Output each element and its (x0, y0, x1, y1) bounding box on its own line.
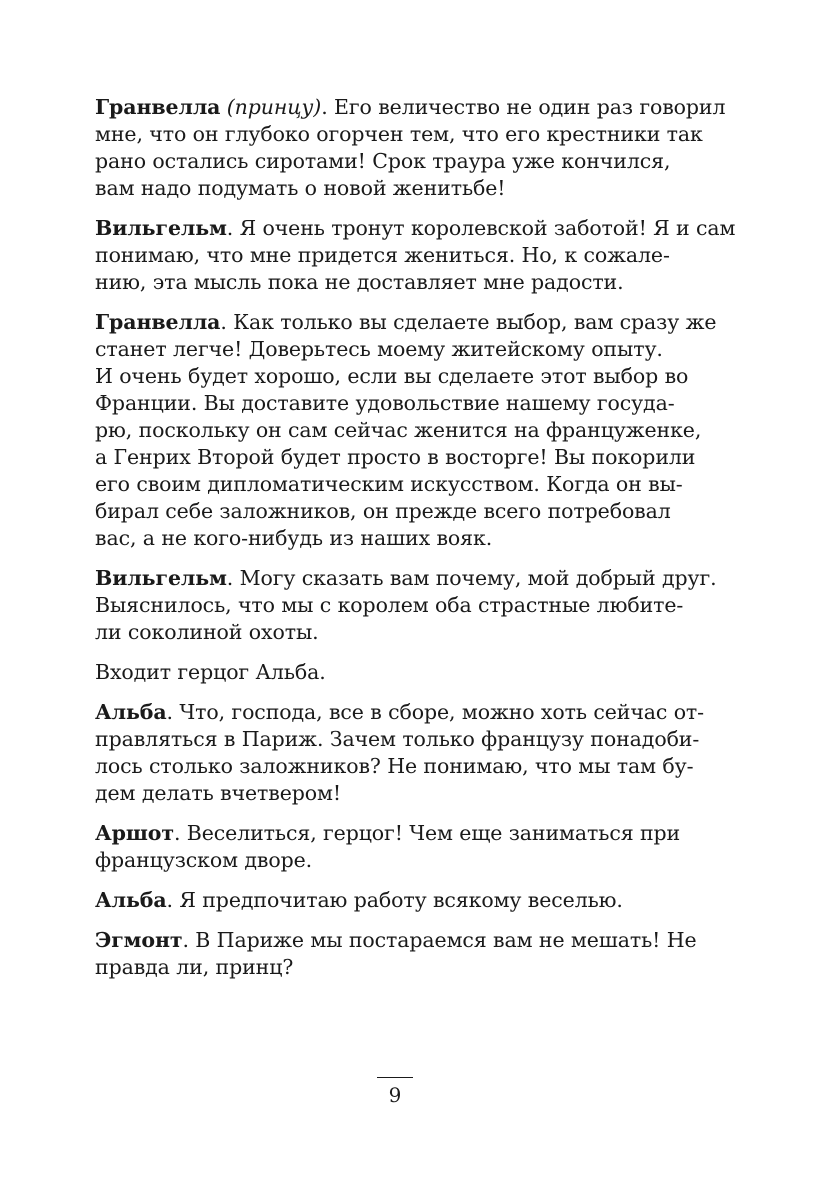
speaker-name: Вильгельм (95, 566, 227, 590)
text-line (95, 309, 717, 336)
text-line: Выяснилось, что мы с королем оба страстные любите- (95, 593, 684, 617)
text-line: французском дворе. (95, 848, 313, 872)
line-text: . Как только вы сделаете выбор, вам сразу же (220, 310, 717, 334)
text-line: лось столько заложников? Не понимаю, что мы там бу- (95, 754, 694, 778)
text-line: станет легче! Доверьтесь моему житейскому опыту. (95, 337, 663, 361)
speaker-name: Альба (95, 700, 167, 724)
text-line: ли соколиной охоты. (95, 620, 319, 644)
text-line (95, 94, 726, 121)
text-line: понимаю, что мне придется жениться. Но, к сожале- (95, 243, 670, 267)
text-line: Входит герцог Альба. (95, 660, 326, 684)
text-line: Франции. Вы доставите удовольствие нашему госуда- (95, 391, 675, 415)
line-text: . Веселиться, герцог! Чем еще заниматься при (173, 821, 681, 845)
speaker-name: Вильгельм (95, 216, 227, 240)
text-line: правляться в Париж. Зачем только французу понадоби- (95, 727, 700, 751)
speech-granvella-2 (95, 309, 715, 552)
text-line (95, 699, 715, 726)
footer-rule (377, 1077, 413, 1078)
speaker-name: Аршот (95, 821, 174, 845)
text-line: нию, эта мысль пока не доставляет мне радости. (95, 270, 624, 294)
line-text: . Я очень тронут королевской заботой! Я и сам (226, 216, 736, 240)
text-line (95, 215, 736, 242)
speaker-name: Гранвелла (95, 310, 221, 334)
text-line: а Генрих Второй будет просто в восторге! Вы покорили (95, 445, 696, 469)
play-text (95, 94, 736, 994)
speaker-name: Эгмонт (95, 928, 183, 952)
speaker-name: Гранвелла (95, 95, 221, 119)
text-line: дем делать вчетвером! (95, 781, 342, 805)
text-line: вам надо подумать о новой женитьбе! (95, 176, 506, 200)
page-footer (377, 1077, 413, 1109)
text-line: правда ли, принц? (95, 955, 294, 979)
text-line: И очень будет хорошо, если вы сделаете этот выбор во (95, 364, 689, 388)
line-text: . Я предпочитаю работу всякому веселью. (166, 888, 623, 912)
speech-alba-1 (95, 699, 715, 807)
line-text: . Что, господа, все в сборе, можно хоть сейчас от- (166, 700, 705, 724)
line-text: . Его величество не один раз говорил (321, 95, 726, 119)
speech-egmont-1 (95, 927, 715, 981)
text-line: вас, а не кого-нибудь из наших вояк. (95, 526, 493, 550)
text-line: мне, что он глубоко огорчен тем, что его крестники так (95, 122, 703, 146)
text-line (95, 887, 715, 914)
stage-direction (95, 659, 715, 686)
text-line: рано остались сиротами! Срок траура уже кончился, (95, 149, 671, 173)
speech-wilhelm-2 (95, 565, 715, 646)
text-line (95, 820, 715, 847)
speech-wilhelm-1 (95, 215, 736, 296)
text-line (95, 927, 715, 954)
speaker-name: Альба (95, 888, 167, 912)
line-text: . Могу сказать вам почему, мой добрый друг. (226, 566, 717, 590)
line-text: . В Париже мы постараемся вам не мешать! Не (182, 928, 697, 952)
text-line: бирал себе заложников, он прежде всего потребовал (95, 499, 671, 523)
text-line (95, 565, 717, 592)
speech-granvella-1 (95, 94, 726, 202)
page-number: 9 (388, 1083, 402, 1107)
text-line: рю, поскольку он сам сейчас женится на француженке, (95, 418, 702, 442)
stage-remark: (принцу) (226, 95, 322, 119)
text-line: его своим дипломатическим искусством. Когда он вы- (95, 472, 683, 496)
speech-arschot-1 (95, 820, 715, 874)
speech-alba-2 (95, 887, 715, 914)
